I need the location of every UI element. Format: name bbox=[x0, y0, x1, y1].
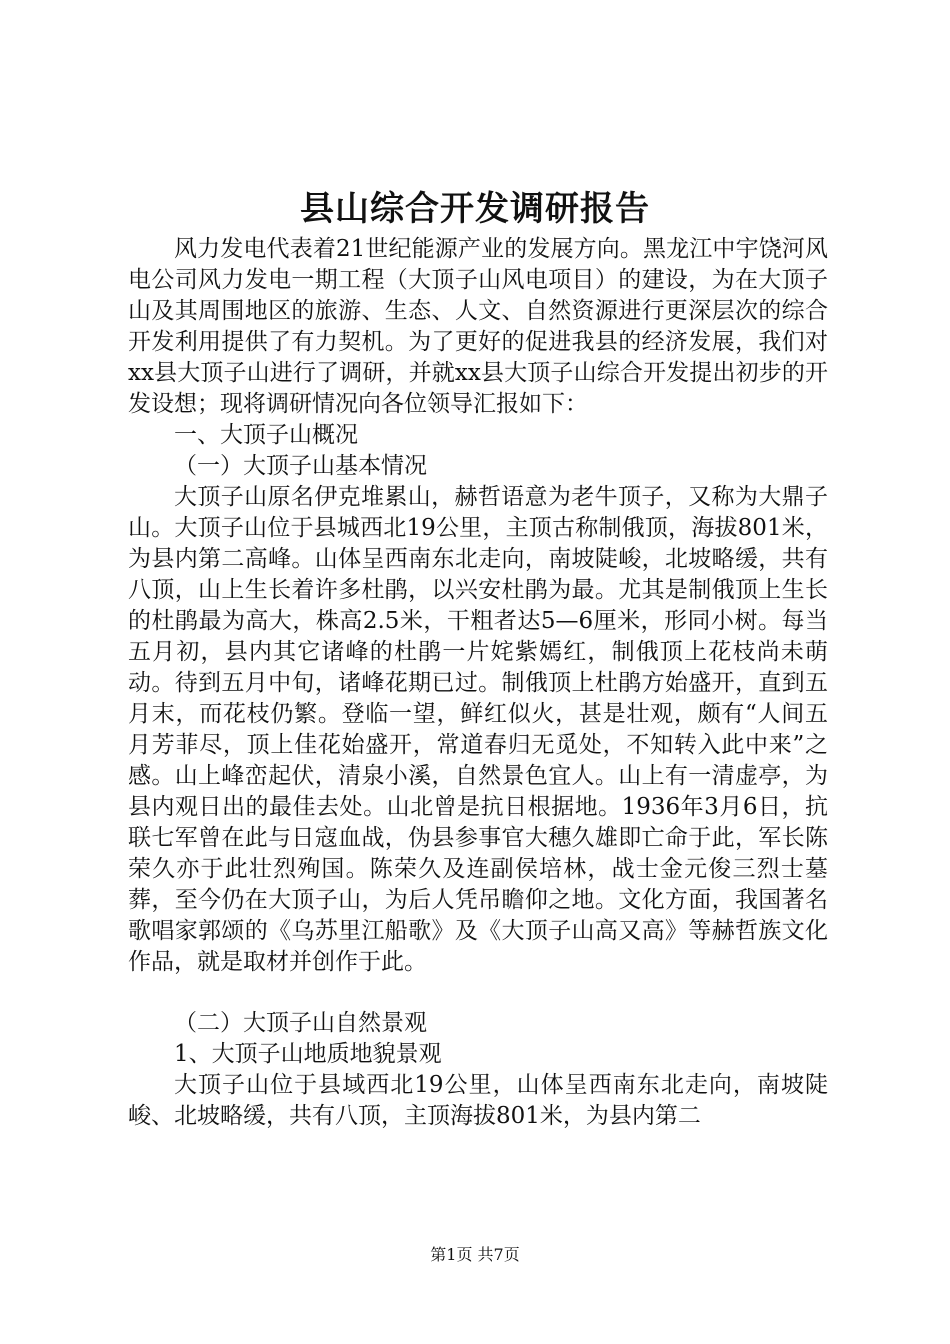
basic-info-paragraph: 大顶子山原名伊克堆累山，赫哲语意为老牛顶子，又称为大鼎子山。大顶子山位于县城西北19公里，主顶古称制俄顶，海拔801米，为县内第二高峰。山体呈西南东北走向，南坡陡峻，北坡略缓，共有八顶，山上生长着许多杜鹃，以兴安杜鹃为最。尤其是制俄顶上生长的杜鹃最为高大，株高2.5米，干粗者达5—6厘米，形同小树。每当五月初，县内其它诸峰的杜鹃一片姹紫嫣红，制俄顶上花枝尚未萌动。待到五月中旬，诸峰花期已过。制俄顶上杜鹃方始盛开，直到五月末，而花枝仍繁。登临一望，鲜红似火，甚是壮观，颇有“人间五月芳菲尽，顶上佳花始盛开，常道春归无觅处，不知转入此中来”之感。山上峰峦起伏，清泉小溪，自然景色宜人。山上有一清虚亭，为县内观日出的最佳去处。山北曾是抗日根据地。1936年3月6日，抗联七军曾在此与日寇血战，伪县参事官大穗久雄即亡命于此，军长陈荣久亦于此壮烈殉国。陈荣久及连副侯培林，战士金元俊三烈士墓葬，至今仍在大顶子山，为后人凭吊瞻仰之地。文化方面，我国著名歌唱家郭颂的《乌苏里江船歌》及《大顶子山高又高》等赫哲族文化作品，就是取材并创作于此。 bbox=[128, 484, 828, 975]
document-body bbox=[128, 234, 828, 1132]
subsection-heading-basic-info: （一）大顶子山基本情况 bbox=[174, 453, 427, 479]
subsection-heading-natural-landscape: （二）大顶子山自然景观 bbox=[174, 1010, 427, 1036]
section-heading-overview: 一、大顶子山概况 bbox=[174, 422, 358, 448]
document-title: 县山综合开发调研报告 bbox=[300, 189, 650, 229]
item-heading-geology: 1、大顶子山地质地貌景观 bbox=[174, 1041, 442, 1067]
page-footer: 第1页 共7页 bbox=[430, 1245, 520, 1264]
intro-paragraph: 风力发电代表着21世纪能源产业的发展方向。黑龙江中宇饶河风电公司风力发电一期工程（大顶子山风电项目）的建设，为在大顶子山及其周围地区的旅游、生态、人文、自然资源进行更深层次的综合开发利用提供了有力契机。为了更好的促进我县的经济发展，我们对xx县大顶子山进行了调研，并就xx县大顶子山综合开发提出初步的开发设想；现将调研情况向各位领导汇报如下： bbox=[128, 236, 828, 417]
geology-paragraph: 大顶子山位于县域西北19公里，山体呈西南东北走向，南坡陡峻、北坡略缓，共有八顶，主顶海拔801米，为县内第二 bbox=[128, 1072, 828, 1129]
